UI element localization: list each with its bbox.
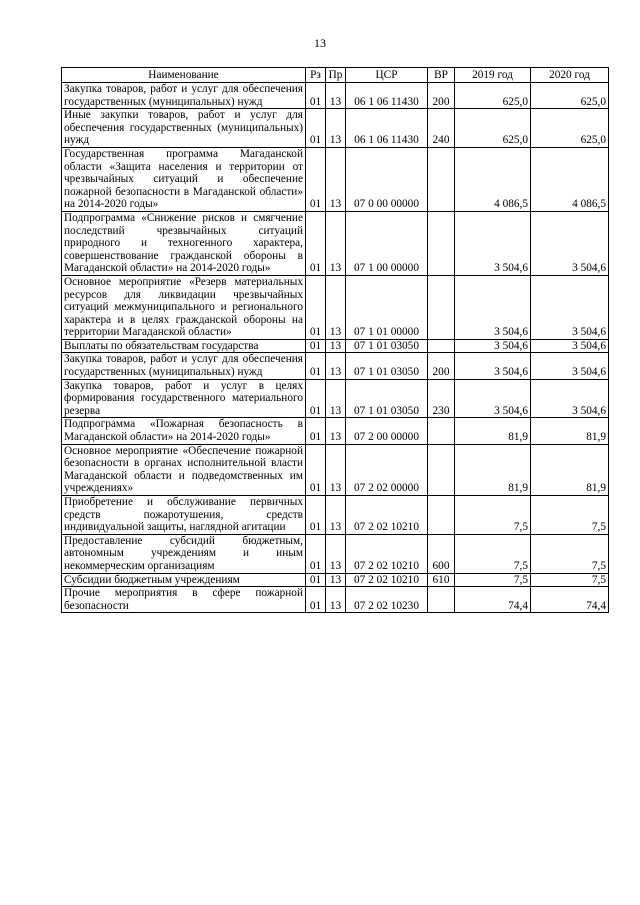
cell-csr: 07 1 01 03050 xyxy=(346,379,428,418)
cell-2019: 625,0 xyxy=(455,109,531,148)
cell-pr: 13 xyxy=(326,379,346,418)
cell-csr: 07 1 00 00000 xyxy=(346,211,428,275)
cell-pr: 13 xyxy=(326,534,346,573)
cell-name: Иные закупки товаров, работ и услуг для обеспечения государственных (муниципальных) нужд xyxy=(62,109,306,148)
table-row xyxy=(62,534,609,573)
cell-2019: 3 504,6 xyxy=(455,353,531,379)
cell-2019: 7,5 xyxy=(455,496,531,535)
cell-rz: 01 xyxy=(306,109,326,148)
table-row xyxy=(62,444,609,495)
cell-rz: 01 xyxy=(306,534,326,573)
cell-csr: 07 1 01 03050 xyxy=(346,339,428,353)
cell-2020: 3 504,6 xyxy=(531,353,609,379)
cell-2020: 74,4 xyxy=(531,587,609,613)
header-name: Наименование xyxy=(62,68,306,83)
cell-rz: 01 xyxy=(306,339,326,353)
header-csr: ЦСР xyxy=(346,68,428,83)
page-number: 13 xyxy=(314,36,326,50)
table-row xyxy=(62,353,609,379)
cell-name: Государственная программа Магаданской области «Защита населения и территории от чрезвычайных ситуаций и обеспечение пожарной безопасности в Магаданской области» на 2014-2020 годы» xyxy=(62,147,306,211)
cell-2019: 7,5 xyxy=(455,573,531,587)
cell-name: Выплаты по обязательствам государства xyxy=(62,339,306,353)
cell-pr: 13 xyxy=(326,587,346,613)
cell-name: Основное мероприятие «Обеспечение пожарной безопасности в органах исполнительной власти Магаданской области и подведомственных им учреждениях» xyxy=(62,444,306,495)
cell-vr xyxy=(428,496,455,535)
cell-rz: 01 xyxy=(306,211,326,275)
cell-name: Подпрограмма «Пожарная безопасность в Магаданской области» на 2014-2020 годы» xyxy=(62,418,306,444)
cell-2019: 7,5 xyxy=(455,534,531,573)
cell-2020: 81,9 xyxy=(531,444,609,495)
cell-2019: 3 504,6 xyxy=(455,339,531,353)
cell-csr: 07 1 01 03050 xyxy=(346,353,428,379)
cell-rz: 01 xyxy=(306,379,326,418)
cell-vr xyxy=(428,147,455,211)
cell-vr xyxy=(428,275,455,339)
header-2019: 2019 год xyxy=(455,68,531,83)
cell-csr: 07 2 02 10210 xyxy=(346,496,428,535)
cell-2020: 3 504,6 xyxy=(531,379,609,418)
cell-rz: 01 xyxy=(306,573,326,587)
cell-vr xyxy=(428,587,455,613)
cell-csr: 07 2 00 00000 xyxy=(346,418,428,444)
cell-2020: 4 086,5 xyxy=(531,147,609,211)
cell-rz: 01 xyxy=(306,418,326,444)
cell-name: Предоставление субсидий бюджетным, автономным учреждениям и иным некоммерческим организациям xyxy=(62,534,306,573)
cell-vr: 240 xyxy=(428,109,455,148)
header-pr: Пр xyxy=(326,68,346,83)
cell-2019: 625,0 xyxy=(455,83,531,109)
cell-2020: 3 504,6 xyxy=(531,275,609,339)
cell-vr: 600 xyxy=(428,534,455,573)
table-header-row xyxy=(62,68,609,83)
cell-csr: 07 2 02 10230 xyxy=(346,587,428,613)
cell-rz: 01 xyxy=(306,444,326,495)
table-row xyxy=(62,275,609,339)
table-row xyxy=(62,587,609,613)
header-2020: 2020 год xyxy=(531,68,609,83)
cell-2020: 7,5 xyxy=(531,534,609,573)
cell-pr: 13 xyxy=(326,211,346,275)
cell-2020: 81,9 xyxy=(531,418,609,444)
cell-rz: 01 xyxy=(306,147,326,211)
cell-2020: 7,5 xyxy=(531,496,609,535)
cell-pr: 13 xyxy=(326,339,346,353)
cell-pr: 13 xyxy=(326,83,346,109)
cell-2020: 625,0 xyxy=(531,109,609,148)
table-body xyxy=(62,83,609,613)
cell-vr xyxy=(428,339,455,353)
table-row xyxy=(62,379,609,418)
cell-csr: 06 1 06 11430 xyxy=(346,109,428,148)
cell-rz: 01 xyxy=(306,83,326,109)
cell-2019: 81,9 xyxy=(455,418,531,444)
table-row xyxy=(62,418,609,444)
cell-pr: 13 xyxy=(326,147,346,211)
table-row xyxy=(62,147,609,211)
cell-pr: 13 xyxy=(326,418,346,444)
cell-vr: 610 xyxy=(428,573,455,587)
cell-2019: 3 504,6 xyxy=(455,275,531,339)
cell-csr: 07 2 02 10210 xyxy=(346,573,428,587)
cell-name: Закупка товаров, работ и услуг для обеспечения государственных (муниципальных) нужд xyxy=(62,353,306,379)
cell-name: Прочие мероприятия в сфере пожарной безопасности xyxy=(62,587,306,613)
cell-csr: 07 1 01 00000 xyxy=(346,275,428,339)
cell-csr: 07 2 02 00000 xyxy=(346,444,428,495)
table-row xyxy=(62,573,609,587)
cell-rz: 01 xyxy=(306,587,326,613)
cell-pr: 13 xyxy=(326,275,346,339)
cell-pr: 13 xyxy=(326,109,346,148)
cell-name: Закупка товаров, работ и услуг для обеспечения государственных (муниципальных) нужд xyxy=(62,83,306,109)
cell-2020: 3 504,6 xyxy=(531,211,609,275)
cell-csr: 07 2 02 10210 xyxy=(346,534,428,573)
cell-2019: 3 504,6 xyxy=(455,379,531,418)
cell-csr: 07 0 00 00000 xyxy=(346,147,428,211)
table-row xyxy=(62,109,609,148)
cell-2019: 3 504,6 xyxy=(455,211,531,275)
cell-csr: 06 1 06 11430 xyxy=(346,83,428,109)
cell-2020: 3 504,6 xyxy=(531,339,609,353)
cell-vr xyxy=(428,444,455,495)
table-row xyxy=(62,83,609,109)
cell-name: Закупка товаров, работ и услуг в целях формирования государственного материального резерва xyxy=(62,379,306,418)
table-row xyxy=(62,211,609,275)
cell-rz: 01 xyxy=(306,496,326,535)
cell-pr: 13 xyxy=(326,444,346,495)
cell-pr: 13 xyxy=(326,496,346,535)
cell-vr: 230 xyxy=(428,379,455,418)
budget-table xyxy=(61,67,609,613)
cell-name: Приобретение и обслуживание первичных средств пожаротушения, средств индивидуальной защиты, наглядной агитации xyxy=(62,496,306,535)
cell-2019: 81,9 xyxy=(455,444,531,495)
cell-rz: 01 xyxy=(306,353,326,379)
cell-pr: 13 xyxy=(326,353,346,379)
cell-2020: 625,0 xyxy=(531,83,609,109)
header-vr: ВР xyxy=(428,68,455,83)
table-row xyxy=(62,339,609,353)
cell-name: Подпрограмма «Снижение рисков и смягчение последствий чрезвычайных ситуаций природного и техногенного характера, совершенствование гражданской обороны в Магаданской области» на 2014-2020 годы» xyxy=(62,211,306,275)
cell-vr xyxy=(428,211,455,275)
cell-name: Субсидии бюджетным учреждениям xyxy=(62,573,306,587)
header-rz: Рз xyxy=(306,68,326,83)
cell-name: Основное мероприятие «Резерв материальных ресурсов для ликвидации чрезвычайных ситуаций межмуниципального и регионального характера и в целях гражданской обороны на территории Магаданской области» xyxy=(62,275,306,339)
cell-vr: 200 xyxy=(428,353,455,379)
cell-rz: 01 xyxy=(306,275,326,339)
cell-vr xyxy=(428,418,455,444)
cell-2020: 7,5 xyxy=(531,573,609,587)
cell-pr: 13 xyxy=(326,573,346,587)
cell-vr: 200 xyxy=(428,83,455,109)
cell-2019: 4 086,5 xyxy=(455,147,531,211)
table-row xyxy=(62,496,609,535)
cell-2019: 74,4 xyxy=(455,587,531,613)
